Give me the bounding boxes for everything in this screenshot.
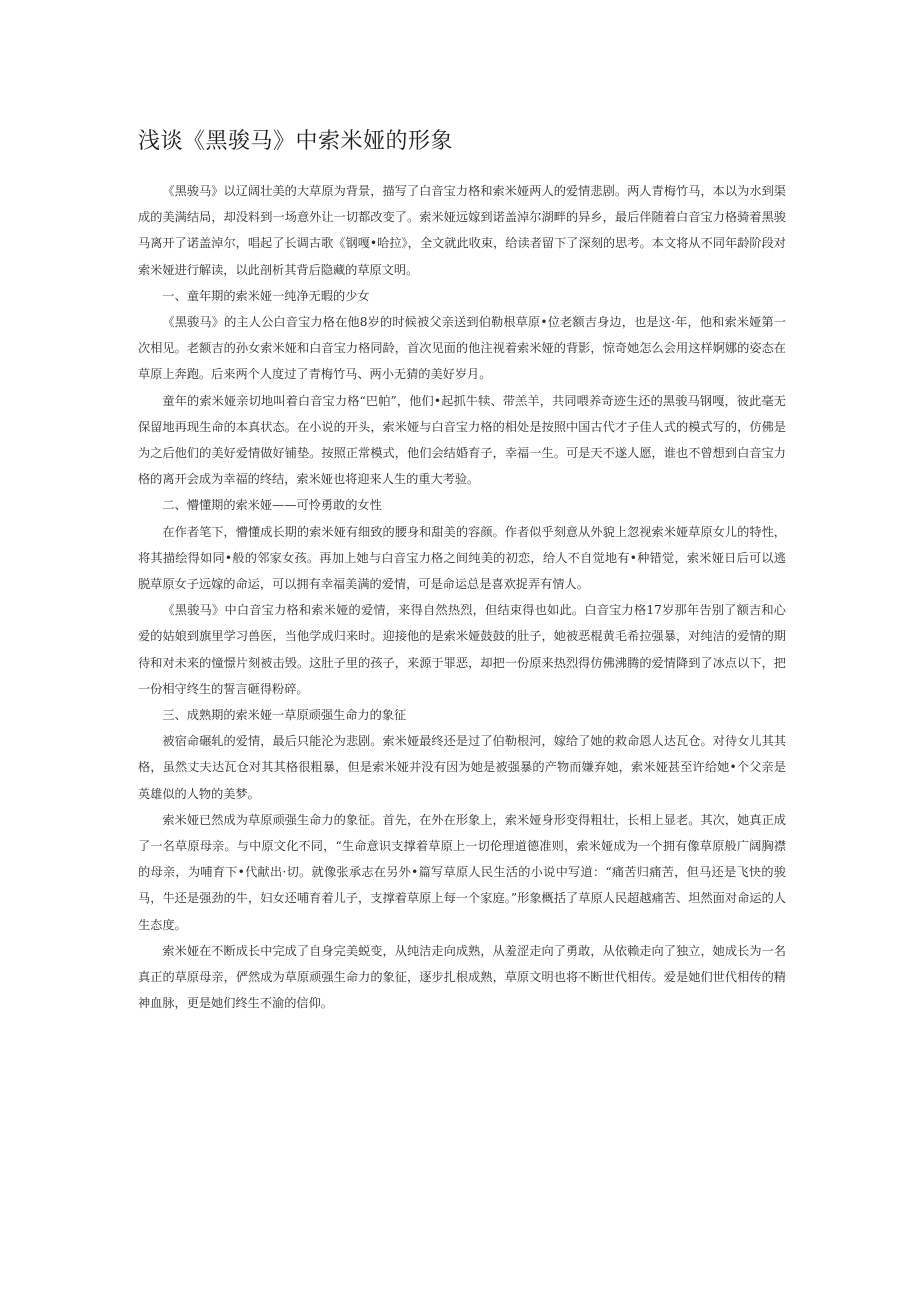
document-page: [138, 126, 786, 1017]
paragraph: 索米娅已然成为草原顽强生命力的象征。首先，在外在形象上，索米娅身形变得粗壮，长相上显老。其次，她真正成了一名草原母亲。与中原文化不同，“生命意识支撑着草原上一切伦理道德准则，索米娅成为一个拥有像草原般广阔胸襟的母亲，为哺育下•代献出·切。就像张承志在另外•篇写草原人民生活的小说中写道：“痛苦归痛苦，但马还是飞快的骏马，牛还是强劲的牛，妇女还哺育着儿子，支撑着草原上每一个家庭。”形象概括了草原人民超越痛苦、坦然面对命运的人生态度。: [138, 812, 786, 932]
section-heading-adolescence: 二、懵懂期的索米娅——可怜勇敢的女性: [162, 498, 382, 513]
paragraph: 索米娅在不断成长中完成了自身完美蜕变，从纯洁走向成熟，从羞涩走向了勇敢，从依赖走向了独立，她成长为一名真正的草原母亲，俨然成为草原顽强生命力的象征，逐步扎根成熟，草原文明也将不断世代相传。爱是她们世代相传的精神血脉，更是她们终生不渝的信仰。: [138, 943, 786, 1011]
document-title: 浅谈《黑骏马》中索米娅的形象: [138, 129, 454, 154]
section-heading-maturity: 三、成熟期的索米娅一草原顽强生命力的象征: [162, 708, 407, 723]
paragraph: 《黑骏马》中白音宝力格和索米娅的爱情，来得自然热烈，但结束得也如此。白音宝力格17岁那年告别了额吉和心爱的姑娘到旗里学习兽医，当他学成归来时。迎接他的是索米娅鼓鼓的肚子，她被恶棍黄毛希拉强暴，对纯洁的爱情的期待和对未来的憧憬片刻被击毁。这肚子里的孩子，来源于罪恶，却把一份原来热烈得仿佛沸腾的爱情降到了冰点以下，把一份相守终生的誓言砸得粉碎。: [138, 603, 786, 696]
paragraph: 童年的索米娅亲切地叫着白音宝力格“巴帕”，他们•起抓牛犊、带羔羊，共同喂养奇迹生还的黑骏马钢嘎，彼此毫无保留地再现生命的本真状态。在小说的开头，索米娅与白音宝力格的相处是按照中国古代才子佳人式的模式写的，仿佛是为之后他们的美好爱情做好铺垫。按照正常模式，他们会结婚育子，幸福一生。可是天不遂人愿，谁也不曾想到白音宝力格的离开会成为幸福的终结，索米娅也将迎来人生的重大考验。: [138, 393, 786, 487]
section-heading-childhood: 一、童年期的索米娅一纯净无暇的少女: [162, 288, 370, 303]
paragraph: 被宿命碾轧的爱情，最后只能沦为悲剧。索米娅最终还是过了伯勒根河，嫁给了她的救命恩人达瓦仓。对待女儿其其格，虽然丈夫达瓦仓对其其格很粗暴，但是索米娅并没有因为她是被强暴的产物而嫌弃她，索米娅甚至许给她•个父亲是英雄似的人物的美梦。: [138, 734, 786, 801]
intro-paragraph: 《黑骏马》以辽阔壮美的大草原为背景，描写了白音宝力格和索米娅两人的爱情悲剧。两人青梅竹马，本以为水到渠成的美满结局，却没料到一场意外让一切都改变了。索米娅远嫁到诺盖淖尔湖畔的异乡，最后伴随着白音宝力格骑着黑骏马离开了诺盖淖尔，唱起了长调古歌《钢嘎•哈拉》，全文就此收束，给读者留下了深刻的思考。本文将从不同年龄阶段对索米娅进行解读，以此剖析其背后隐藏的草原文明。: [138, 184, 786, 277]
paragraph: 《黑骏马》的主人公白音宝力格在他8岁的时候被父亲送到伯勒根草原•位老额吉身边，也是这·年，他和索米娅第一次相见。老额吉的孙女索米娅和白音宝力格同龄，首次见面的他注视着索米娅的背影，惊奇她怎么会用这样婀娜的姿态在草原上奔跑。后来两个人度过了青梅竹马、两小无猜的美好岁月。: [138, 315, 786, 382]
paragraph: 在作者笔下，懵懂成长期的索米娅有细致的腰身和甜美的容颜。作者似乎刻意从外貌上忽视索米娅草原女儿的特性，将其描绘得如同•般的邻家女孩。再加上她与白音宝力格之间纯美的初恋，给人不自觉地有•种错觉，索米娅日后可以逃脱草原女子远嫁的命运，可以拥有幸福美满的爱情，可是命运总是喜欢捉弄有情人。: [138, 524, 786, 592]
